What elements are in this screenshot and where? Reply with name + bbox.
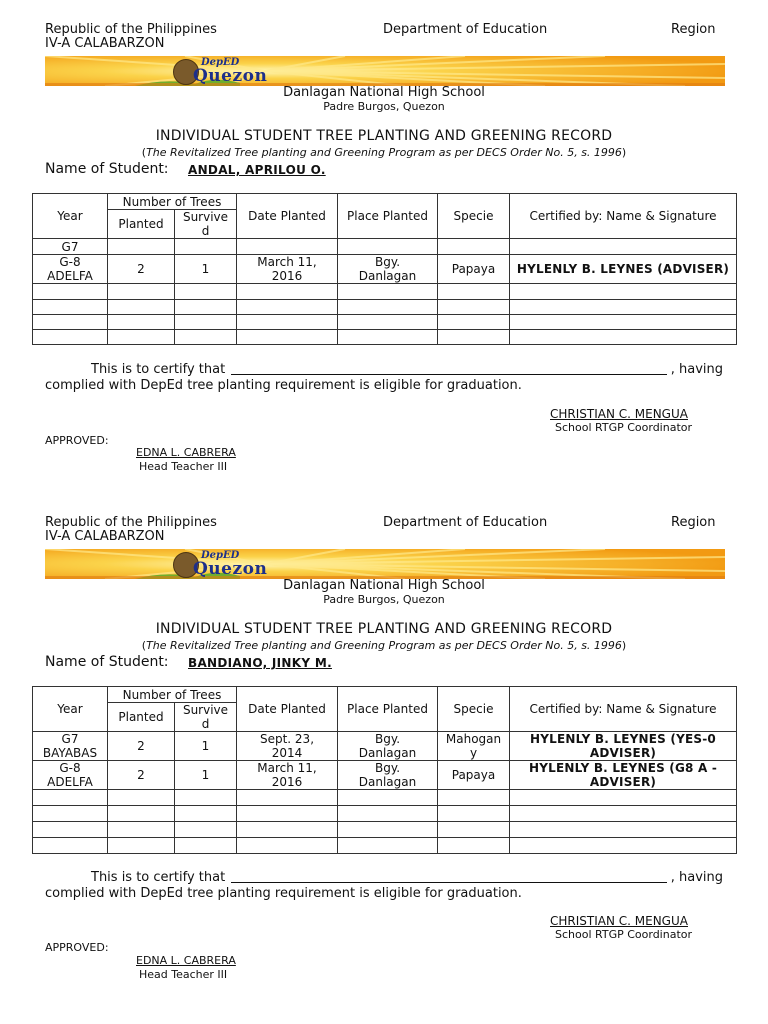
- year-header: Year: [33, 687, 108, 732]
- approved-label: APPROVED:: [45, 434, 109, 447]
- certified-cell: HYLENLY B. LEYNES (ADVISER): [510, 255, 737, 284]
- survived-cell: [175, 300, 237, 315]
- table-row: [33, 838, 737, 854]
- form-title: INDIVIDUAL STUDENT TREE PLANTING AND GREENING RECORD: [155, 621, 613, 637]
- certified-cell: [510, 300, 737, 315]
- table-row: [33, 239, 737, 255]
- date-cell: [237, 806, 338, 822]
- year-cell: [33, 790, 108, 806]
- planted-cell: [108, 822, 175, 838]
- date-cell: [237, 330, 338, 345]
- deped-quezon-banner: [45, 549, 725, 579]
- specie-cell: Mahogan y: [438, 732, 510, 761]
- year-cell: [33, 838, 108, 854]
- coordinator-title: School RTGP Coordinator: [555, 928, 693, 941]
- place-cell: Bgy. Danlagan: [338, 255, 438, 284]
- year-cell: [33, 284, 108, 300]
- coordinator-title: School RTGP Coordinator: [555, 421, 693, 434]
- table-row: [33, 315, 737, 330]
- form-title: INDIVIDUAL STUDENT TREE PLANTING AND GREENING RECORD: [155, 128, 613, 144]
- survived-header: Survive d: [175, 703, 237, 732]
- planted-cell: 2: [108, 255, 175, 284]
- planted-cell: 2: [108, 761, 175, 790]
- place-cell: [338, 822, 438, 838]
- head-teacher-name: EDNA L. CABRERA: [136, 954, 236, 967]
- certified-by-header: Certified by: Name & Signature: [510, 194, 737, 239]
- certified-cell: [510, 315, 737, 330]
- date-cell: [237, 838, 338, 854]
- subtitle-close-paren: ): [621, 639, 627, 652]
- coordinator-name: CHRISTIAN C. MENGUA: [550, 407, 688, 421]
- date-cell: Sept. 23, 2014: [237, 732, 338, 761]
- header-row-1: [33, 687, 737, 703]
- planted-cell: [108, 239, 175, 255]
- date-cell: [237, 790, 338, 806]
- survived-cell: [175, 790, 237, 806]
- table-row: [33, 790, 737, 806]
- survived-cell: [175, 330, 237, 345]
- year-cell: [33, 315, 108, 330]
- year-cell: G-8 ADELFA: [33, 761, 108, 790]
- region-name: IV-A CALABARZON: [45, 36, 165, 51]
- place-cell: [338, 330, 438, 345]
- survived-cell: [175, 822, 237, 838]
- department-label: Department of Education: [383, 515, 548, 530]
- table-row: [33, 822, 737, 838]
- survived-cell: [175, 284, 237, 300]
- head-teacher-title: Head Teacher III: [139, 460, 228, 473]
- approved-label: APPROVED:: [45, 941, 109, 954]
- header-row-1: [33, 194, 737, 210]
- planted-cell: [108, 300, 175, 315]
- date-cell: [237, 239, 338, 255]
- year-cell: [33, 330, 108, 345]
- certify-name-blank[interactable]: [231, 362, 667, 375]
- date-cell: [237, 822, 338, 838]
- date-cell: March 11, 2016: [237, 255, 338, 284]
- specie-cell: [438, 284, 510, 300]
- number-of-trees-header: Number of Trees: [108, 194, 237, 210]
- planted-cell: [108, 315, 175, 330]
- specie-cell: [438, 330, 510, 345]
- form-subtitle: [0, 639, 768, 652]
- certify-end: , having: [670, 362, 723, 377]
- school-town: Padre Burgos, Quezon: [323, 593, 445, 606]
- specie-header: Specie: [438, 194, 510, 239]
- place-planted-header: Place Planted: [338, 194, 438, 239]
- year-cell: [33, 822, 108, 838]
- student-name-value: BANDIANO, JINKY M.: [188, 656, 332, 670]
- republic-label: Republic of the Philippines: [45, 22, 217, 37]
- school-name: Danlagan National High School: [283, 85, 485, 100]
- sunburst-graphic: [45, 56, 725, 86]
- certify-line-2: complied with DepEd tree planting requirement is eligible for graduation.: [45, 378, 522, 393]
- logo-deped-text: DepED: [201, 550, 240, 561]
- specie-cell: [438, 239, 510, 255]
- table-row: [33, 732, 737, 761]
- survived-cell: 1: [175, 255, 237, 284]
- specie-cell: [438, 822, 510, 838]
- date-cell: [237, 300, 338, 315]
- certify-line-2: complied with DepEd tree planting requirement is eligible for graduation.: [45, 886, 522, 901]
- subtitle-text: The Revitalized Tree planting and Greening Program as per DECS Order No. 5, s. 1996: [146, 146, 622, 159]
- survived-header: Survive d: [175, 210, 237, 239]
- subtitle-text: The Revitalized Tree planting and Greening Program as per DECS Order No. 5, s. 1996: [146, 639, 622, 652]
- certified-cell: [510, 239, 737, 255]
- certified-cell: HYLENLY B. LEYNES (YES-0 ADVISER): [510, 732, 737, 761]
- year-cell: [33, 806, 108, 822]
- date-cell: March 11, 2016: [237, 761, 338, 790]
- tree-record-table: [32, 686, 737, 854]
- school-town: Padre Burgos, Quezon: [323, 100, 445, 113]
- student-name-label: Name of Student:: [45, 654, 169, 670]
- planted-cell: [108, 330, 175, 345]
- planted-header: Planted: [108, 210, 175, 239]
- certify-name-blank[interactable]: [231, 870, 667, 883]
- subtitle-open-paren: (: [141, 146, 147, 159]
- sunburst-graphic: [45, 549, 725, 579]
- certified-cell: [510, 284, 737, 300]
- survived-cell: [175, 806, 237, 822]
- date-cell: [237, 284, 338, 300]
- table-row: [33, 806, 737, 822]
- head-teacher-name: EDNA L. CABRERA: [136, 446, 236, 459]
- head-teacher-title: Head Teacher III: [139, 968, 228, 981]
- specie-cell: [438, 315, 510, 330]
- specie-cell: Papaya: [438, 255, 510, 284]
- certify-start: This is to certify that: [91, 870, 226, 885]
- table-row: [33, 330, 737, 345]
- date-cell: [237, 315, 338, 330]
- number-of-trees-header: Number of Trees: [108, 687, 237, 703]
- survived-cell: [175, 239, 237, 255]
- place-cell: [338, 300, 438, 315]
- certify-end: , having: [670, 870, 723, 885]
- planted-cell: [108, 838, 175, 854]
- year-cell: [33, 300, 108, 315]
- table-row: [33, 300, 737, 315]
- deped-quezon-logo: [173, 58, 285, 84]
- certified-cell: HYLENLY B. LEYNES (G8 A - ADVISER): [510, 761, 737, 790]
- planted-cell: [108, 806, 175, 822]
- certify-start: This is to certify that: [91, 362, 226, 377]
- certified-cell: [510, 330, 737, 345]
- planted-header: Planted: [108, 703, 175, 732]
- planted-cell: 2: [108, 732, 175, 761]
- survived-cell: 1: [175, 732, 237, 761]
- table-row: [33, 284, 737, 300]
- year-header: Year: [33, 194, 108, 239]
- logo-deped-text: DepED: [201, 57, 240, 68]
- region-name: IV-A CALABARZON: [45, 529, 165, 544]
- certified-cell: [510, 838, 737, 854]
- certified-cell: [510, 790, 737, 806]
- certification-statement: [45, 362, 723, 394]
- student-name-value: ANDAL, APRILOU O.: [188, 163, 326, 177]
- student-name-label: Name of Student:: [45, 161, 169, 177]
- place-cell: Bgy. Danlagan: [338, 732, 438, 761]
- specie-cell: [438, 790, 510, 806]
- specie-cell: [438, 806, 510, 822]
- place-cell: [338, 315, 438, 330]
- coordinator-name: CHRISTIAN C. MENGUA: [550, 914, 688, 928]
- specie-cell: Papaya: [438, 761, 510, 790]
- deped-quezon-logo: [173, 551, 285, 577]
- survived-cell: 1: [175, 761, 237, 790]
- certification-statement: [45, 870, 723, 902]
- subtitle-open-paren: (: [141, 639, 147, 652]
- place-cell: Bgy. Danlagan: [338, 761, 438, 790]
- place-planted-header: Place Planted: [338, 687, 438, 732]
- certified-by-header: Certified by: Name & Signature: [510, 687, 737, 732]
- region-label: Region: [671, 515, 716, 530]
- planted-cell: [108, 284, 175, 300]
- specie-header: Specie: [438, 687, 510, 732]
- logo-quezon-text: Quezon: [193, 66, 268, 86]
- republic-label: Republic of the Philippines: [45, 515, 217, 530]
- table-row: [33, 761, 737, 790]
- place-cell: [338, 284, 438, 300]
- place-cell: [338, 838, 438, 854]
- tree-record-table: [32, 193, 737, 345]
- place-cell: [338, 239, 438, 255]
- certified-cell: [510, 822, 737, 838]
- region-label: Region: [671, 22, 716, 37]
- date-planted-header: Date Planted: [237, 687, 338, 732]
- year-cell: G7: [33, 239, 108, 255]
- school-name: Danlagan National High School: [283, 578, 485, 593]
- survived-cell: [175, 838, 237, 854]
- specie-cell: [438, 300, 510, 315]
- logo-quezon-text: Quezon: [193, 559, 268, 579]
- year-cell: G-8 ADELFA: [33, 255, 108, 284]
- place-cell: [338, 806, 438, 822]
- survived-cell: [175, 315, 237, 330]
- planted-cell: [108, 790, 175, 806]
- department-label: Department of Education: [383, 22, 548, 37]
- subtitle-close-paren: ): [621, 146, 627, 159]
- deped-quezon-banner: [45, 56, 725, 86]
- year-cell: G7 BAYABAS: [33, 732, 108, 761]
- table-row: [33, 255, 737, 284]
- specie-cell: [438, 838, 510, 854]
- certified-cell: [510, 806, 737, 822]
- form-subtitle: [0, 146, 768, 159]
- date-planted-header: Date Planted: [237, 194, 338, 239]
- place-cell: [338, 790, 438, 806]
